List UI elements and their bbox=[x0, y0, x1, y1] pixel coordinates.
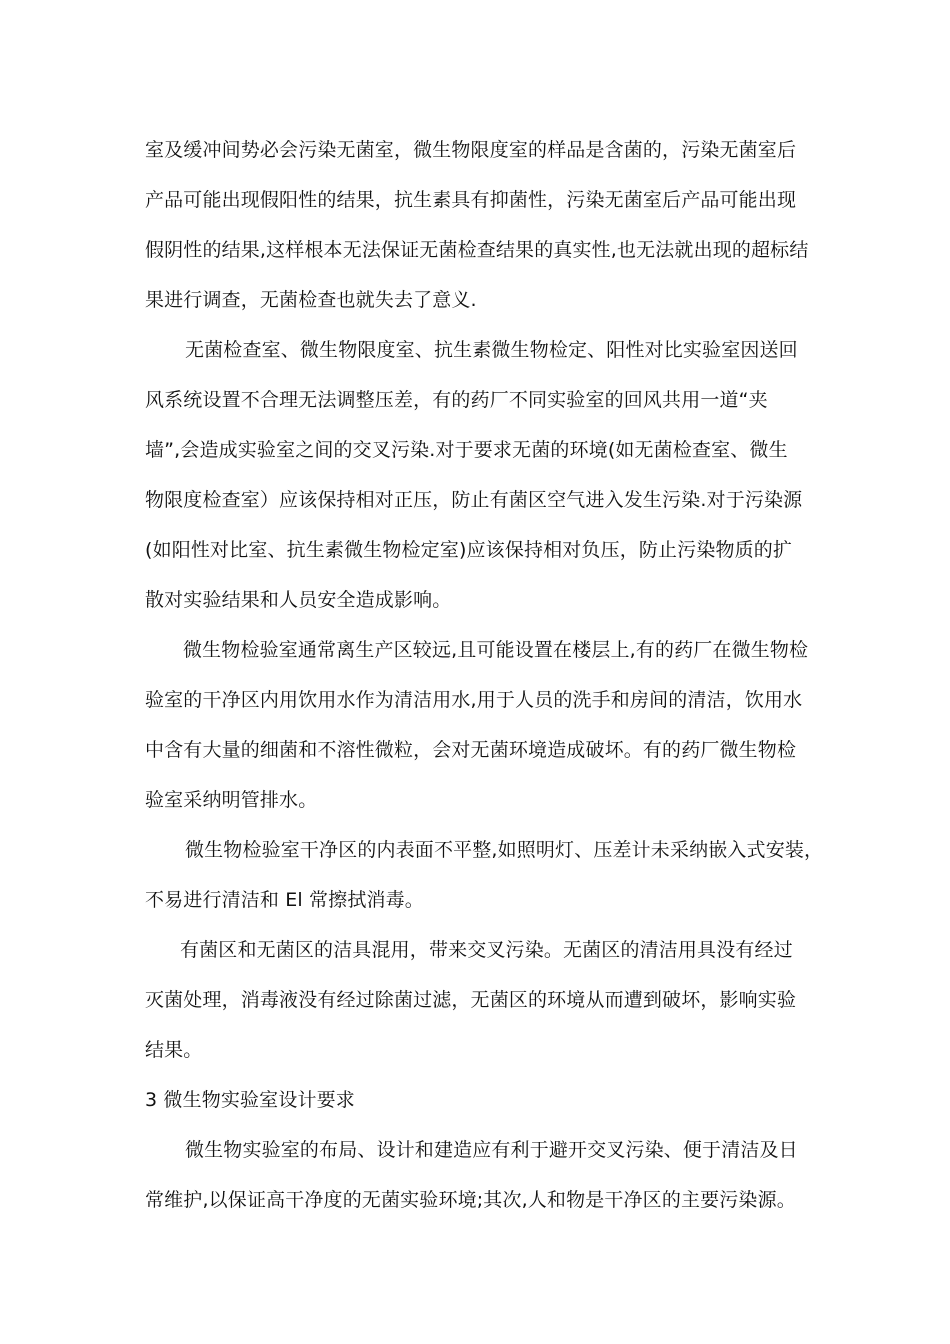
text-line: 散对实验结果和人员安全造成影响。 bbox=[145, 589, 452, 611]
text-line: 假阴性的结果,这样根本无法保证无菌检查结果的真实性,也无法就出现的超标结 bbox=[145, 239, 809, 261]
text-line: 果进行调查，无菌检查也就失去了意义. bbox=[145, 289, 477, 311]
text-line: 产品可能出现假阳性的结果，抗生素具有抑菌性，污染无菌室后产品可能出现 bbox=[145, 189, 797, 211]
text-line: 常维护,以保证高干净度的无菌实验环境;其次,人和物是干净区的主要污染源。 bbox=[145, 1189, 796, 1211]
text-line: 验室采纳明管排水。 bbox=[145, 789, 318, 811]
text-line: 微生物检验室通常离生产区较远,且可能设置在楼层上,有的药厂在微生物检 bbox=[183, 639, 809, 661]
text-line: 有菌区和无菌区的洁具混用，带来交叉污染。无菌区的清洁用具没有经过 bbox=[180, 939, 793, 961]
text-line: 墙”,会造成实验室之间的交叉污染.对于要求无菌的环境(如无菌检查室、微生 bbox=[145, 439, 788, 461]
text-line: 无菌检查室、微生物限度室、抗生素微生物检定、阳性对比实验室因送回 bbox=[185, 339, 798, 361]
text-line: (如阳性对比室、抗生素微生物检定室)应该保持相对负压，防止污染物质的扩 bbox=[145, 539, 793, 561]
text-line: 微生物检验室干净区的内表面不平整,如照明灯、压差计未采纳嵌入式安装， bbox=[185, 839, 824, 861]
text-line: 风系统设置不合理无法调整压差，有的药厂不同实验室的回风共用一道“夹 bbox=[145, 389, 768, 411]
text-line: 结果。 bbox=[145, 1039, 203, 1061]
text-line: 室及缓冲间势必会污染无菌室，微生物限度室的样品是含菌的，污染无菌室后 bbox=[145, 139, 797, 161]
text-line: 中含有大量的细菌和不溶性微粒，会对无菌环境造成破坏。有的药厂微生物检 bbox=[145, 739, 797, 761]
text-line: 灭菌处理，消毒液没有经过除菌过滤，无菌区的环境从而遭到破坏，影响实验 bbox=[145, 989, 797, 1011]
text-line: 微生物实验室的布局、设计和建造应有利于避开交叉污染、便于清洁及日 bbox=[185, 1139, 798, 1161]
text-line: 不易进行清洁和 El 常擦拭消毒。 bbox=[145, 889, 424, 911]
text-line: 验室的干净区内用饮用水作为清洁用水,用于人员的洗手和房间的清洁，饮用水 bbox=[145, 689, 803, 711]
text-line: 物限度检查室）应该保持相对正压，防止有菌区空气进入发生污染.对于污染源 bbox=[145, 489, 803, 511]
section-heading: 3 微生物实验室设计要求 bbox=[145, 1089, 355, 1111]
